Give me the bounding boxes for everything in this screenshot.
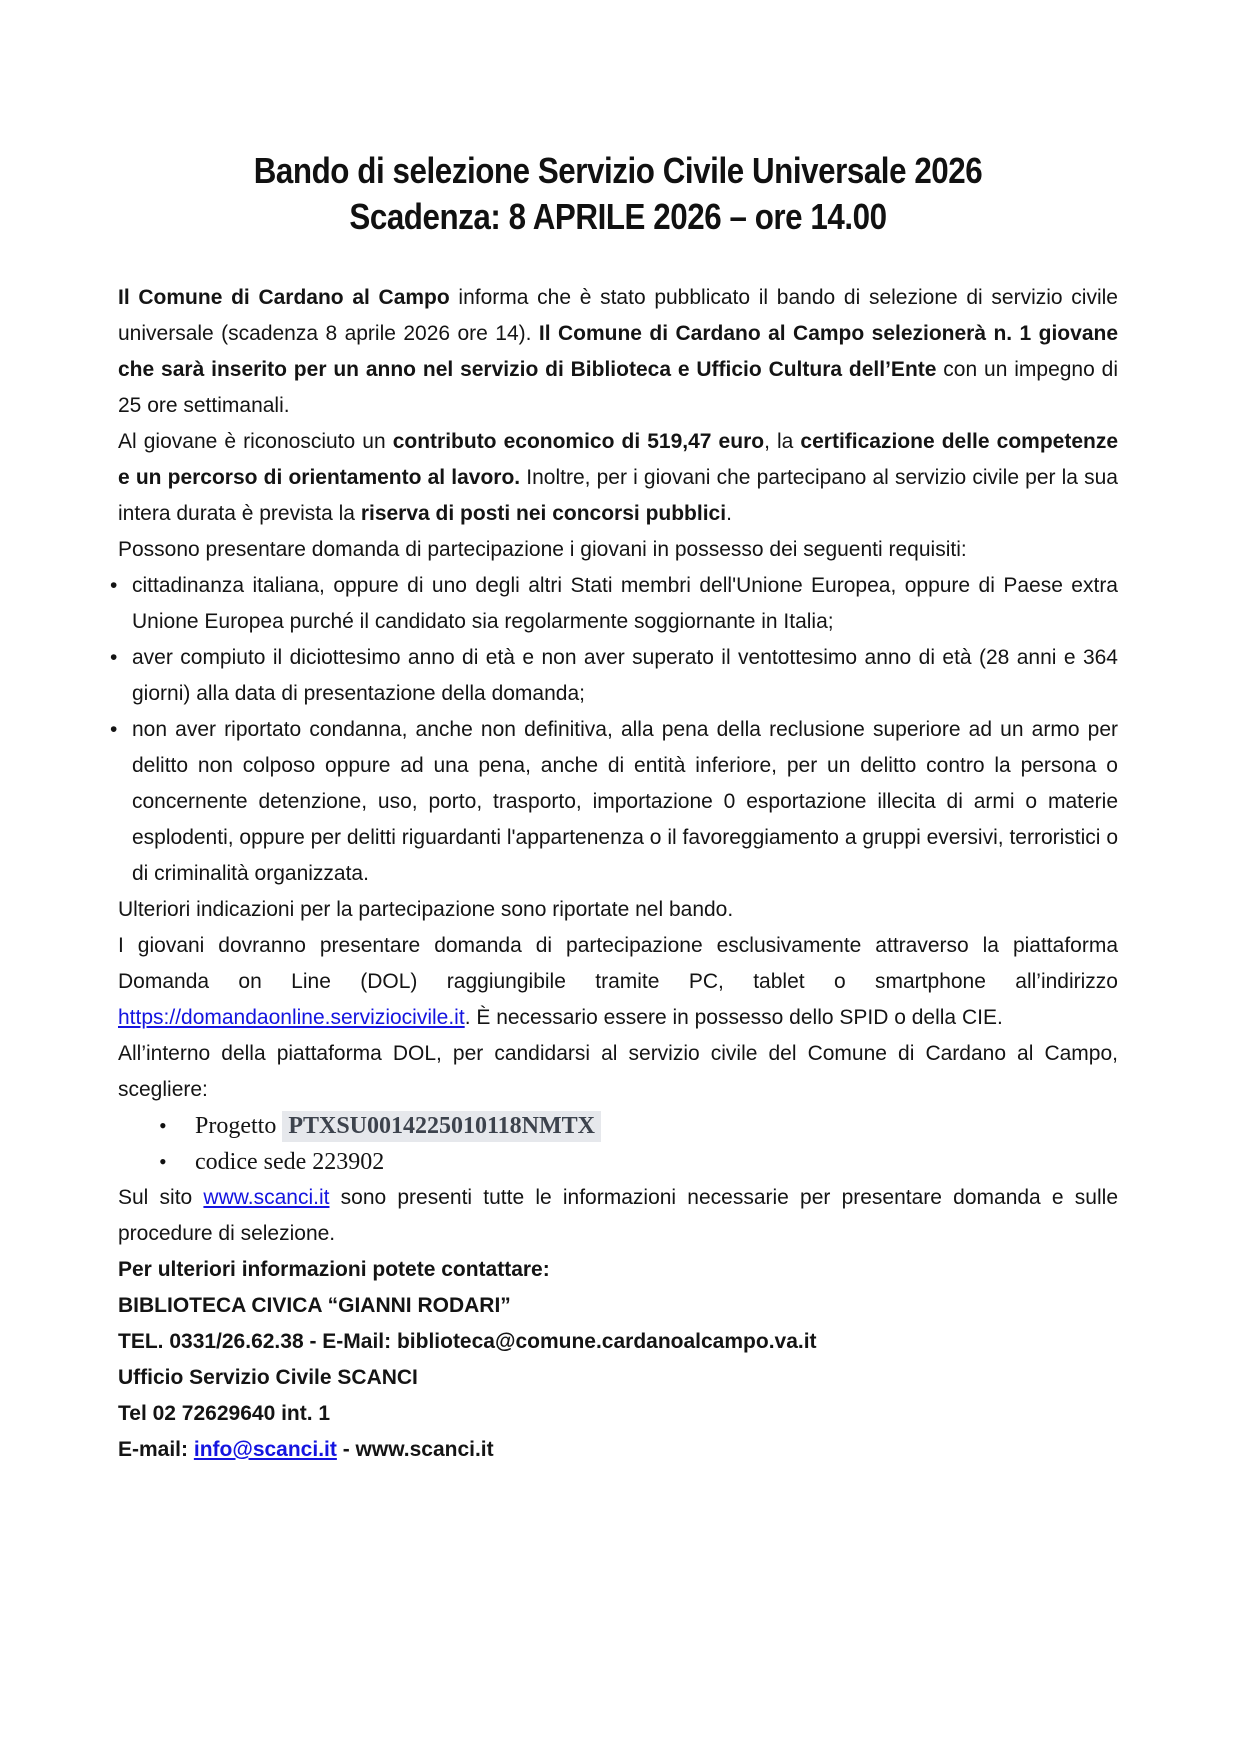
contact-office-block bbox=[118, 1360, 1118, 1468]
benefits-bold-certification: certificazione delle competenze e un percorso di orientamento al lavoro. bbox=[118, 430, 1119, 489]
contact-library-name: BIBLIOTECA CIVICA “GIANNI RODARI” bbox=[118, 1294, 511, 1317]
site-info-text-2: sono presenti tutte le informazioni necessarie per presentare domanda e sulle procedure di selezione. bbox=[118, 1186, 1118, 1245]
requirements-intro: Possono presentare domanda di partecipazione i giovani in possesso dei seguenti requisiti: bbox=[118, 538, 967, 561]
dol-platform-link[interactable]: https://domandaonline.serviziocivile.it bbox=[118, 1006, 465, 1029]
requirement-item-age: • aver compiuto il diciottesimo anno di età e non aver superato il ventottesimo anno di età (28 anni e 364 giorni) alla data di presentazione della domanda; bbox=[132, 640, 1118, 712]
project-code-value: PTXSU0014225010118NMTX bbox=[282, 1111, 601, 1142]
site-info-text-1: Sul sito bbox=[118, 1186, 204, 1209]
title-line-2: Scadenza: 8 APRILE 2026 – ore 14.00 bbox=[349, 196, 887, 237]
choose-intro-paragraph: All’interno della piattaforma DOL, per candidarsi al servizio civile del Comune di Cardano al Campo, scegliere: bbox=[118, 1042, 1118, 1101]
project-label: Progetto bbox=[195, 1113, 283, 1139]
further-info-paragraph: Ulteriori indicazioni per la partecipazione sono riportate nel bando. bbox=[118, 898, 734, 921]
benefits-text-3: Inoltre, per i giovani che partecipano al servizio civile per la sua intera durata è prevista la bbox=[118, 466, 1118, 525]
project-code-item bbox=[195, 1108, 1118, 1144]
title-line-1: Bando di selezione Servizio Civile Universale 2026 bbox=[253, 150, 983, 191]
application-text-1: I giovani dovranno presentare domanda di partecipazione esclusivamente attraverso la piattaforma Domanda on Line (DOL) raggiungibile tramite PC, tablet o smartphone all’indirizzo bbox=[118, 934, 1118, 993]
benefits-text-1: Al giovane è riconosciuto un bbox=[118, 430, 393, 453]
intro-bold-municipality: Il Comune di Cardano al Campo bbox=[118, 286, 450, 309]
contact-office-phone: Tel 02 72629640 int. 1 bbox=[118, 1402, 331, 1425]
benefits-bold-contribution: contributo economico di 519,47 euro bbox=[392, 430, 765, 453]
contact-library-block bbox=[118, 1252, 1118, 1360]
requirement-item-criminal-record: • non aver riportato condanna, anche non definitiva, alla pena della reclusione superiore ad un armo per delitto non colposo oppure ad una pena, anche di entità inferiore, per un delitto contro la persona o concernente detenzione, uso, porto, trasporto, importazione 0 esportazione illecita di armi o materie esplodenti, oppure per delitti riguardanti l'appartenenza o il favoreggiamento a gruppi eversivi, terroristici o di criminalità organizzata. bbox=[132, 712, 1118, 892]
intro-bold-selection: Il Comune di Cardano al Campo selezionerà n. 1 giovane che sarà inserito per un anno nel servizio di Biblioteca e Ufficio Cultura dell’Ente bbox=[118, 322, 1119, 381]
intro-text-2: con un impegno di 25 ore settimanali. bbox=[118, 358, 1118, 417]
benefits-text-4: . bbox=[726, 502, 732, 525]
page-title bbox=[183, 148, 1053, 240]
info-email-link[interactable]: info@scanci.it bbox=[193, 1438, 337, 1461]
requirement-item-citizenship: • cittadinanza italiana, oppure di uno degli altri Stati membri dell'Unione Europea, oppure di Paese extra Unione Europea purché il candidato sia regolarmente soggiornante in Italia; bbox=[132, 568, 1118, 640]
scanci-site-link[interactable]: www.scanci.it bbox=[203, 1186, 330, 1209]
requirements-list bbox=[118, 568, 1118, 892]
benefits-bold-reserve: riserva di posti nei concorsi pubblici bbox=[360, 502, 727, 525]
site-code-item: • codice sede 223902 bbox=[195, 1144, 1118, 1180]
intro-paragraph bbox=[118, 280, 1118, 424]
application-paragraph bbox=[118, 928, 1118, 1036]
contact-library-intro: Per ulteriori informazioni potete contattare: bbox=[118, 1258, 550, 1281]
site-info-paragraph bbox=[118, 1180, 1118, 1252]
intro-text-1: informa che è stato pubblicato il bando di selezione di servizio civile universale (scadenza 8 aprile 2026 ore 14). bbox=[118, 286, 1118, 345]
application-text-2: . È necessario essere in possesso dello SPID o della CIE. bbox=[464, 1006, 1003, 1029]
benefits-paragraph bbox=[118, 424, 1118, 532]
contact-office-email-label: E-mail: bbox=[118, 1438, 194, 1461]
project-choose-list bbox=[118, 1108, 1118, 1180]
contact-office-website: - www.scanci.it bbox=[336, 1438, 494, 1461]
contact-office-name: Ufficio Servizio Civile SCANCI bbox=[118, 1366, 418, 1389]
benefits-text-2: , la bbox=[764, 430, 801, 453]
contact-library-phone-email: TEL. 0331/26.62.38 - E-Mail: biblioteca@comune.cardanoalcampo.va.it bbox=[118, 1330, 817, 1353]
